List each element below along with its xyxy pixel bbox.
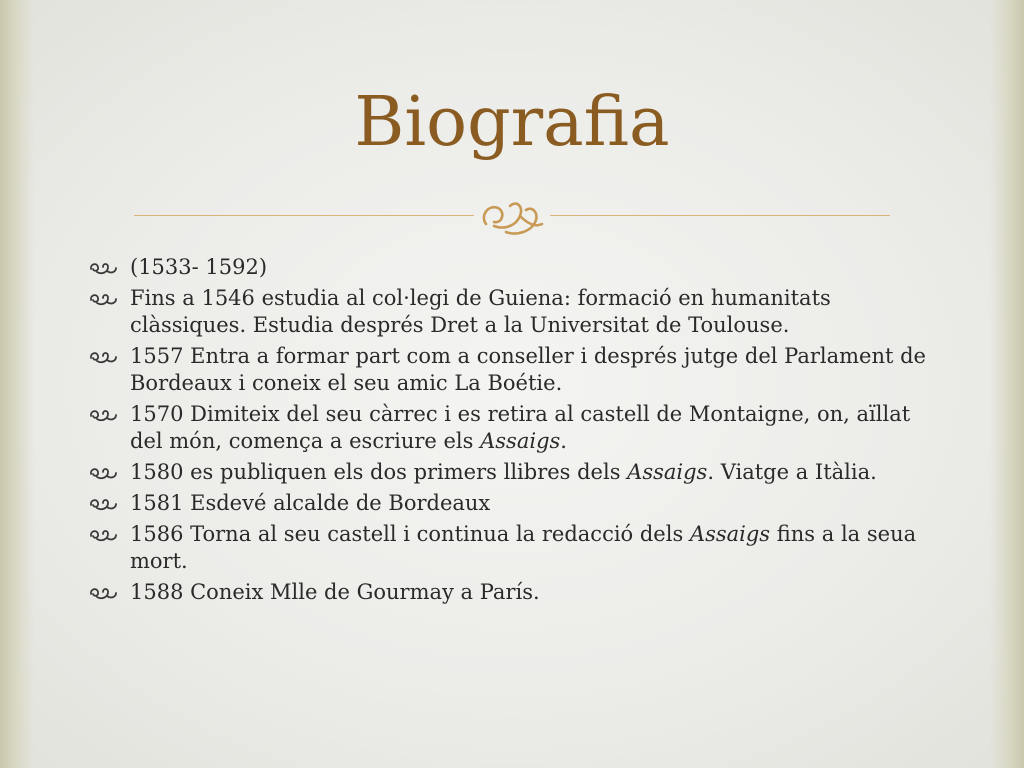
curl-bullet-icon	[88, 496, 118, 512]
bullet-text: 1581 Esdevé alcalde de Bordeaux	[130, 491, 491, 515]
curl-bullet-icon	[88, 527, 118, 543]
bullet-text: Fins a 1546 estudia al col·legi de Guiena: formació en humanitats clàssiques. Estudia després Dret a la Universitat de Toulouse.	[130, 286, 831, 337]
bullet-italic-text: Assaigs	[480, 429, 561, 453]
bullet-item	[86, 401, 946, 455]
bullet-item	[86, 521, 946, 575]
bullet-text: 1557 Entra a formar part com a conseller i després jutge del Parlament de Bordeaux i coneix el seu amic La Boétie.	[130, 344, 926, 395]
bullet-list	[86, 254, 946, 610]
bullet-italic-text: Assaigs	[689, 522, 771, 546]
title-divider-left	[134, 215, 474, 216]
bullet-text: 1580 es publiquen els dos primers llibres dels	[130, 460, 628, 484]
curl-bullet-icon	[88, 465, 118, 481]
curl-bullet-icon	[88, 291, 118, 307]
bullet-text: 1570 Dimiteix del seu càrrec i es retira al castell de Montaigne, on, aïllat del món, comença a escriure els	[130, 402, 911, 453]
bullet-item	[86, 285, 946, 339]
bullet-item	[86, 254, 946, 281]
bullet-text: 1588 Coneix Mlle de Gourmay a París.	[130, 580, 540, 604]
bullet-text: .	[560, 429, 567, 453]
title-divider-right	[550, 215, 890, 216]
curl-bullet-icon	[88, 407, 118, 423]
bullet-item	[86, 343, 946, 397]
bullet-text: . Viatge a Itàlia.	[707, 460, 877, 484]
bullet-text: fins a la seua mort.	[130, 522, 917, 573]
slide-title: Biografia	[354, 83, 670, 162]
curl-bullet-icon	[88, 585, 118, 601]
bullet-item	[86, 579, 946, 606]
curl-bullet-icon	[88, 349, 118, 365]
bullet-item	[86, 490, 946, 517]
bullet-text: 1586 Torna al seu castell i continua la redacció dels	[130, 522, 690, 546]
curl-bullet-icon	[88, 260, 118, 276]
flourish-ornament-icon	[476, 194, 546, 240]
bullet-italic-text: Assaigs	[627, 460, 708, 484]
bullet-item	[86, 459, 946, 486]
bullet-text: (1533- 1592)	[130, 255, 268, 279]
